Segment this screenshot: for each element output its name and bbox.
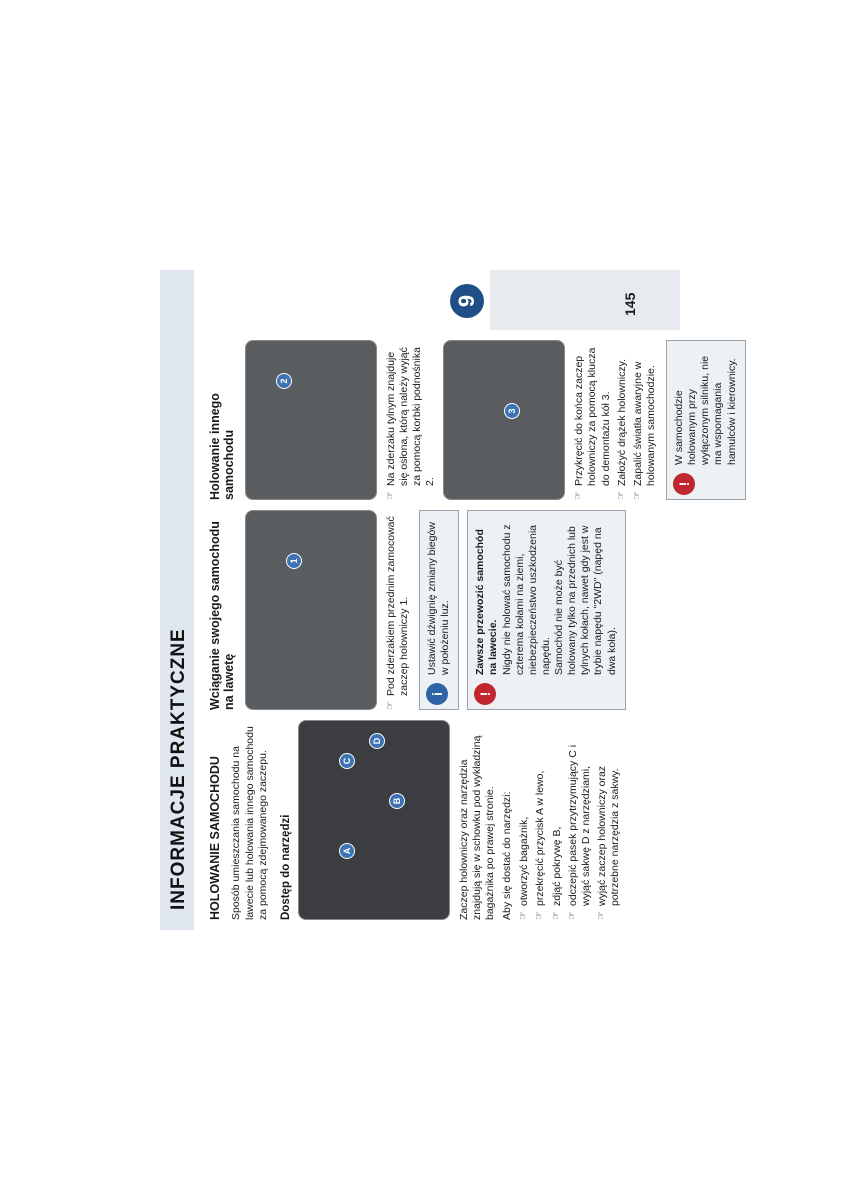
tow-other-step: ☞ Na zderzaku tylnym znajduje się osłona, którą należy wyjąć za pomocą korbki podnośnika 2. — [385, 340, 438, 500]
tools-step: ☞ przekręcić przycisk A w lewo, — [534, 720, 547, 920]
photo-marker-3: 3 — [504, 403, 520, 419]
photo-marker-d: D — [369, 733, 385, 749]
page-inner — [160, 270, 738, 930]
warning-text-3: W samochodzie holowanym przy wyłączonym silniku, nie ma wspomagania hamulców i kierownicy. — [673, 355, 738, 465]
photo-marker-b: B — [389, 793, 405, 809]
section-title: INFORMACJE PRAKTYCZNE — [168, 628, 189, 910]
tow-other-step: ☞ Przykręcić do końca zaczep holowniczy za pomocą klucza do demontażu kół 3. — [573, 340, 612, 500]
column-tow-other — [208, 340, 746, 500]
tools-steps — [518, 720, 622, 920]
warning-icon: ! — [673, 473, 695, 495]
page-number: 145 — [622, 292, 638, 316]
tools-step: ☞ zdjąć pokrywę B, — [551, 720, 564, 920]
info-icon: i — [426, 683, 448, 705]
flatbed-heading: Wciąganie swojego samochodu na lawetę — [208, 521, 237, 710]
warning-box — [467, 510, 625, 710]
warning-icon: ! — [474, 683, 496, 705]
warning-text-1: Nigdy nie holować samochodu z czterema kołami na ziemi, niebezpieczeństwo uszkodzenia napędu. — [500, 524, 552, 675]
towing-heading: HOLOWANIE SAMOCHODU — [208, 756, 222, 920]
tools-step: ☞ otworzyć bagażnik, — [518, 720, 531, 920]
hook-photo — [443, 340, 565, 500]
info-text: Ustawić dźwignię zmiany biegów w położeniu luz. — [426, 522, 452, 675]
photo-marker-a: A — [339, 843, 355, 859]
front-bumper-photo — [245, 510, 377, 710]
warning-title: Zawsze przewozić samochód na lawecie. — [474, 529, 500, 675]
side-band — [490, 270, 680, 330]
tools-lead: Aby się dostać do narzędzi: — [501, 791, 514, 920]
warning-text-2: Samochód nie może być holowany tylko na przednich lub tylnych kołach, nawet gdy jest w trybie napędu "2WD" (napęd na dwa koła). — [553, 525, 618, 675]
tools-subheading: Dostęp do narzędzi — [279, 814, 292, 920]
photo-marker-2: 2 — [276, 373, 292, 389]
photo-marker-c: C — [339, 753, 355, 769]
tools-body: Zaczep holowniczy oraz narzędzia znajdują się w schowku pod wykładziną bagażnika po prawej stronie. — [457, 735, 496, 920]
tow-other-step: ☞ Założyć drążek holowniczy. — [616, 340, 629, 500]
column-flatbed — [208, 510, 626, 710]
tow-other-steps — [573, 340, 658, 500]
flatbed-steps — [385, 510, 411, 710]
towing-intro: Sposób umieszczania samochodu na lawecie lub holowania innego samochodu za pomocą zdejmowanego zaczepu. — [230, 726, 269, 920]
column-towing — [208, 720, 625, 920]
tools-step: ☞ odczepić pasek przytrzymujący C i wyjąć sakwę D z narzędziami, — [567, 720, 593, 920]
tow-other-step1 — [385, 340, 438, 500]
tow-other-heading: Holowanie innego samochodu — [208, 393, 237, 500]
trunk-photo — [298, 720, 450, 920]
flatbed-step: ☞ Pod zderzakiem przednim zamocować zaczep holowniczy 1. — [385, 510, 411, 710]
rotated-content — [160, 10, 738, 1190]
photo-marker-1: 1 — [286, 553, 302, 569]
rear-bumper-photo — [245, 340, 377, 500]
tools-step: ☞ wyjąć zaczep holowniczy oraz potrzebne narzędzia z sakwy. — [596, 720, 622, 920]
info-box — [419, 510, 459, 710]
chapter-badge: 9 — [450, 284, 484, 318]
warning-box-2 — [666, 340, 746, 500]
tow-other-step: ☞ Zapalić światła awaryjne w holowanym samochodzie. — [632, 340, 658, 500]
